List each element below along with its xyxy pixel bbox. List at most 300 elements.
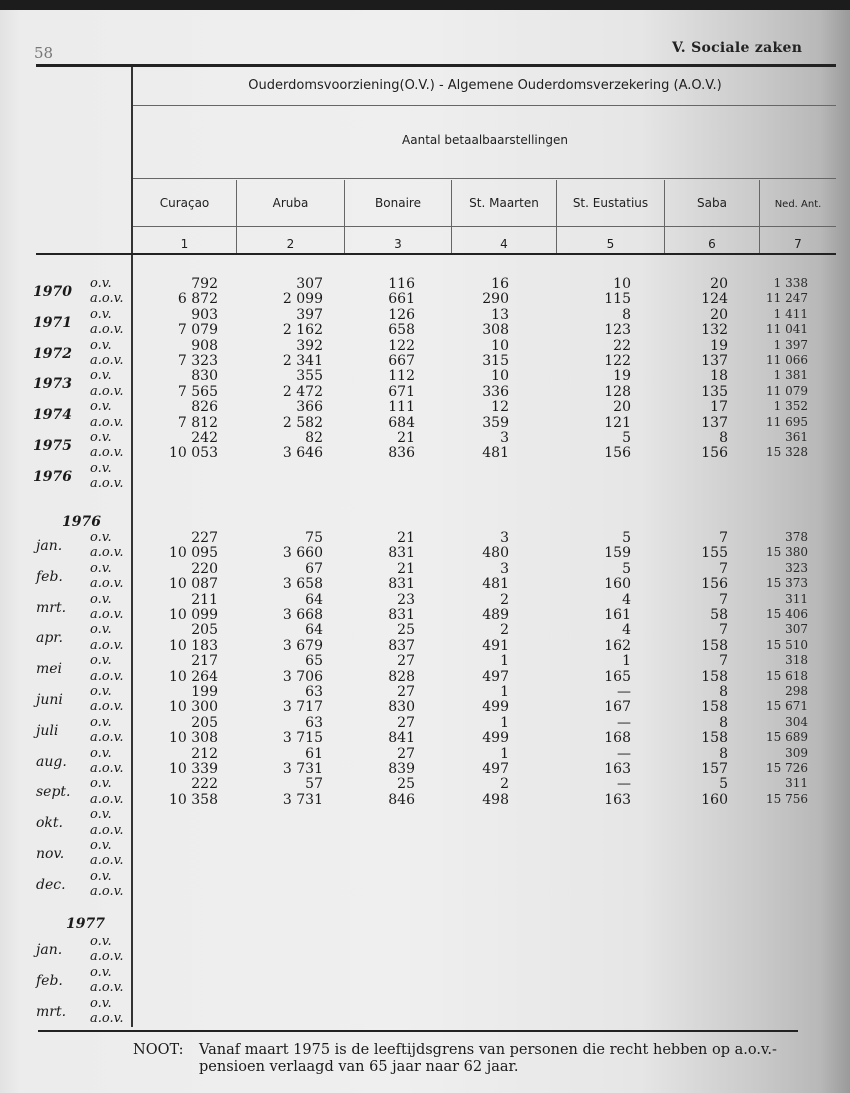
table-cell: 115 xyxy=(604,291,631,308)
col-header-curacao: Curaçao xyxy=(159,196,210,210)
table-cell: 222 xyxy=(191,776,218,793)
col-number: 2 xyxy=(286,237,295,251)
row-sublabel-ov: o.v. xyxy=(90,838,112,853)
col-header-saba: Saba xyxy=(697,196,727,210)
table-cell: 311 xyxy=(785,591,808,606)
row-month-label: nov. xyxy=(36,846,65,862)
row-year-label: 1976 xyxy=(33,468,72,485)
table-cell: 158 xyxy=(701,637,728,654)
row-month-label: jan. xyxy=(36,538,63,554)
table-cell: 8 xyxy=(719,430,728,446)
table-cell: 667 xyxy=(388,353,415,369)
footnote-line-2: pensioen verlaagd van 65 jaar naar 62 jaar. xyxy=(199,1059,519,1075)
table-cell: 18 xyxy=(710,368,728,385)
row-sublabel-ov: o.v. xyxy=(90,714,112,730)
table-cell: 903 xyxy=(191,306,218,323)
table-cell: 158 xyxy=(701,699,728,716)
table-cell: 61 xyxy=(305,745,323,762)
table-cell: 163 xyxy=(604,791,631,808)
col-number: 1 xyxy=(180,237,189,251)
table-cell: 128 xyxy=(604,383,631,400)
table-cell: 309 xyxy=(785,745,808,760)
row-month-label: apr. xyxy=(36,630,63,647)
table-cell: 163 xyxy=(604,761,631,777)
table-cell: 5 xyxy=(719,776,728,793)
table-cell: 2 472 xyxy=(282,383,323,400)
table-cell: 499 xyxy=(482,730,509,747)
table-cell: 15 756 xyxy=(766,791,808,806)
row-month-label: jan. xyxy=(36,942,63,958)
row-sublabel-aov: a.o.v. xyxy=(90,322,124,338)
table-cell: 57 xyxy=(305,776,323,793)
table-cell: 298 xyxy=(785,684,808,698)
table-cell: 15 671 xyxy=(766,699,808,714)
table-cell: 2 099 xyxy=(282,291,323,308)
table-cell: 27 xyxy=(397,653,415,670)
table-cell: 25 xyxy=(397,622,415,639)
table-cell: 307 xyxy=(785,622,808,637)
table-cell: 162 xyxy=(604,637,631,654)
table-cell: 15 689 xyxy=(766,730,808,745)
footnote xyxy=(133,1042,777,1076)
table-cell: 336 xyxy=(482,383,509,400)
table-cell: 10 099 xyxy=(169,607,218,623)
table-cell: 64 xyxy=(305,622,323,639)
table-cell: 315 xyxy=(482,353,509,369)
table-cell: 1 381 xyxy=(773,368,808,383)
table-cell: 15 380 xyxy=(766,545,808,560)
table-cell: 397 xyxy=(296,306,323,323)
table-cell: 10 xyxy=(491,368,509,385)
table-cell: 290 xyxy=(482,291,509,308)
table-cell: 124 xyxy=(701,291,728,308)
table-cell: 13 xyxy=(491,306,509,323)
block-year-label: 1977 xyxy=(66,916,105,932)
table-cell: 828 xyxy=(388,668,415,685)
table-cell: 11 247 xyxy=(766,291,808,306)
table-cell: 17 xyxy=(710,399,728,416)
table-cell: 242 xyxy=(191,430,218,446)
table-cell: 308 xyxy=(482,322,509,339)
col-header-aruba: Aruba xyxy=(272,196,309,210)
row-sublabel-aov: a.o.v. xyxy=(90,668,124,684)
table-cell: 8 xyxy=(622,306,631,323)
table-cell: 3 717 xyxy=(282,699,323,716)
row-sublabel-aov: a.o.v. xyxy=(90,822,124,838)
table-cell: 3 731 xyxy=(282,791,323,808)
row-sublabel-ov: o.v. xyxy=(90,591,112,607)
table-cell: 3 xyxy=(500,560,509,577)
table-cell: 481 xyxy=(482,576,509,593)
table-cell: 2 162 xyxy=(282,322,323,339)
table-cell: 658 xyxy=(388,322,415,339)
table-cell: 2 xyxy=(500,591,509,608)
table-cell: 160 xyxy=(604,576,631,593)
table-cell: 2 xyxy=(500,776,509,793)
table-cell: 155 xyxy=(701,545,728,562)
table-cell: 126 xyxy=(388,306,415,323)
table-cell: 3 660 xyxy=(282,545,323,562)
table-cell: 480 xyxy=(482,545,509,562)
row-sublabel-aov: a.o.v. xyxy=(90,445,124,461)
table-cell: 27 xyxy=(397,714,415,731)
header-bottom-rule xyxy=(36,253,836,255)
table-cell: 392 xyxy=(296,337,323,354)
table-cell: 227 xyxy=(191,530,218,546)
footnote-label: NOOT: xyxy=(133,1042,184,1058)
table-cell: 1 397 xyxy=(773,337,808,352)
table-cell: 837 xyxy=(388,637,415,654)
table-cell: 304 xyxy=(785,714,808,729)
table-cell: 7 079 xyxy=(177,322,218,339)
table-cell: 220 xyxy=(191,560,218,577)
table-cell: 158 xyxy=(701,668,728,685)
row-year-label: 1970 xyxy=(33,284,72,300)
row-sublabel-aov: a.o.v. xyxy=(90,476,124,492)
col-number: 3 xyxy=(394,237,402,251)
row-month-label: feb. xyxy=(36,972,63,989)
row-year-label: 1974 xyxy=(33,407,72,424)
row-sublabel-ov: o.v. xyxy=(90,995,112,1011)
table-cell: 323 xyxy=(785,560,808,575)
header-rule-2 xyxy=(133,178,836,179)
row-month-label: mei xyxy=(36,661,63,678)
table-cell: 20 xyxy=(710,276,728,292)
table-cell: 10 053 xyxy=(169,445,218,462)
footnote-line-1: Vanaf maart 1975 is de leeftijdsgrens van personen die recht hebben op a.o.v.- xyxy=(199,1042,777,1058)
table-cell: 205 xyxy=(191,622,218,639)
page-number: 58 xyxy=(34,44,54,62)
table-cell: 15 510 xyxy=(766,637,808,652)
table-cell: 65 xyxy=(305,653,323,670)
row-sublabel-aov: a.o.v. xyxy=(90,699,124,715)
table-cell: 830 xyxy=(191,368,218,385)
row-year-label: 1971 xyxy=(33,314,72,331)
row-month-label: feb. xyxy=(36,568,63,585)
table-cell: 137 xyxy=(701,414,728,431)
table-cell: 7 xyxy=(719,560,728,577)
table-cell: 212 xyxy=(191,745,218,762)
table-cell: 21 xyxy=(397,430,415,446)
table-cell: 908 xyxy=(191,337,218,354)
row-sublabel-aov: a.o.v. xyxy=(90,761,124,776)
row-sublabel-ov: o.v. xyxy=(90,306,112,322)
table-cell: 15 406 xyxy=(766,607,808,621)
table-cell: 491 xyxy=(482,637,509,654)
table-cell: 67 xyxy=(305,560,323,577)
row-sublabel-ov: o.v. xyxy=(90,430,112,445)
row-sublabel-ov: o.v. xyxy=(90,460,112,476)
table-cell: 10 300 xyxy=(169,699,218,716)
table-cell: 27 xyxy=(397,745,415,762)
table-cell: 1 411 xyxy=(773,306,808,321)
row-sublabel-aov: a.o.v. xyxy=(90,730,124,746)
row-sublabel-aov: a.o.v. xyxy=(90,853,124,869)
table-cell: 3 706 xyxy=(282,668,323,685)
row-sublabel-ov: o.v. xyxy=(90,560,112,576)
table-cell: 159 xyxy=(604,545,631,562)
row-sublabel-aov: a.o.v. xyxy=(90,414,124,430)
table-cell: 63 xyxy=(305,714,323,731)
table-cell: 2 341 xyxy=(282,353,323,369)
table-cell: 318 xyxy=(785,653,808,668)
row-sublabel-aov: a.o.v. xyxy=(90,980,124,996)
table-cell: 7 xyxy=(719,591,728,608)
header-rule-1 xyxy=(133,105,836,106)
table-cell: 10 339 xyxy=(169,761,218,777)
table-cell: 831 xyxy=(388,607,415,623)
table-cell: 1 352 xyxy=(773,399,808,414)
table-cell: 211 xyxy=(191,591,218,608)
table-cell: 836 xyxy=(388,445,415,462)
table-cell: 5 xyxy=(622,430,631,446)
row-year-label: 1972 xyxy=(33,345,72,362)
table-cell: 366 xyxy=(296,399,323,416)
table-cell: 137 xyxy=(701,353,728,369)
table-cell: 311 xyxy=(785,776,808,791)
table-cell: 7 565 xyxy=(177,383,218,400)
table-cell: 19 xyxy=(710,337,728,354)
table-cell: 11 695 xyxy=(766,414,808,429)
table-cell: 10 308 xyxy=(169,730,218,747)
table-cell: 156 xyxy=(701,576,728,593)
table-cell: 3 646 xyxy=(282,445,323,462)
table-bottom-rule xyxy=(38,1030,798,1032)
row-sublabel-aov: a.o.v. xyxy=(90,545,124,561)
col-number: 6 xyxy=(708,237,716,251)
table-cell: 2 xyxy=(500,622,509,639)
row-sublabel-ov: o.v. xyxy=(90,684,112,699)
table-cell: 826 xyxy=(191,399,218,416)
table-cell: 4 xyxy=(622,591,631,608)
table-cell: 481 xyxy=(482,445,509,462)
table-cell: 63 xyxy=(305,684,323,700)
table-cell: 1 xyxy=(622,653,631,670)
table-subtitle: Aantal betaalbaarstellingen xyxy=(402,133,568,147)
table-cell: 671 xyxy=(388,383,415,400)
table-cell: 498 xyxy=(482,791,509,808)
table-cell: 168 xyxy=(604,730,631,747)
table-cell: 661 xyxy=(388,291,415,308)
scan-top-border xyxy=(0,0,850,10)
table-cell: 75 xyxy=(305,530,323,546)
row-month-label: okt. xyxy=(36,815,63,832)
table-title: Ouderdomsvoorziening(O.V.) - Algemene Ouderdomsverzekering (A.O.V.) xyxy=(248,78,722,93)
col-header-st-eustatius: St. Eustatius xyxy=(572,196,649,210)
table-cell: 15 726 xyxy=(766,761,808,775)
table-cell: 157 xyxy=(701,761,728,777)
table-cell: 497 xyxy=(482,668,509,685)
header-rule-3 xyxy=(133,226,836,227)
row-year-label: 1973 xyxy=(33,376,72,393)
table-cell: 23 xyxy=(397,591,415,608)
row-sublabel-ov: o.v. xyxy=(90,622,112,638)
table-cell: 1 xyxy=(500,684,509,700)
table-cell: 359 xyxy=(482,414,509,431)
row-sublabel-ov: o.v. xyxy=(90,337,112,353)
row-sublabel-ov: o.v. xyxy=(90,653,112,669)
col-header-bonaire: Bonaire xyxy=(375,196,421,210)
table-cell: 156 xyxy=(701,445,728,462)
table-cell: 122 xyxy=(388,337,415,354)
row-sublabel-aov: a.o.v. xyxy=(90,576,124,592)
table-cell: 10 087 xyxy=(169,576,218,593)
table-cell: 199 xyxy=(191,684,218,700)
table-cell: 5 xyxy=(622,560,631,577)
table-cell: 10 095 xyxy=(169,545,218,562)
row-sublabel-ov: o.v. xyxy=(90,368,112,384)
table-cell: 165 xyxy=(604,668,631,685)
table-cell: 122 xyxy=(604,353,631,369)
col-number: 4 xyxy=(500,237,508,251)
table-cell: 1 338 xyxy=(773,276,808,290)
row-month-label: dec. xyxy=(36,876,66,893)
row-month-label: juli xyxy=(36,722,59,739)
table-cell: 684 xyxy=(388,414,415,431)
table-cell: 21 xyxy=(397,560,415,577)
table-cell: 831 xyxy=(388,576,415,593)
table-cell: — xyxy=(617,776,631,793)
row-sublabel-aov: a.o.v. xyxy=(90,607,124,622)
table-cell: 82 xyxy=(305,430,323,446)
row-month-label: juni xyxy=(36,692,63,708)
table-cell: 830 xyxy=(388,699,415,716)
table-cell: 307 xyxy=(296,276,323,292)
table-cell: 167 xyxy=(604,699,631,716)
table-cell: 361 xyxy=(785,430,808,444)
row-month-label: mrt. xyxy=(36,1003,67,1020)
table-cell: 27 xyxy=(397,684,415,700)
table-cell: 1 xyxy=(500,653,509,670)
table-cell: 132 xyxy=(701,322,728,339)
row-sublabel-aov: a.o.v. xyxy=(90,949,124,965)
row-sublabel-aov: a.o.v. xyxy=(90,291,124,307)
block-year-label: 1976 xyxy=(62,514,101,530)
row-month-label: aug. xyxy=(36,753,67,770)
row-sublabel-aov: a.o.v. xyxy=(90,791,124,807)
table-cell: 11 066 xyxy=(766,353,808,367)
table-cell: 16 xyxy=(491,276,509,292)
col-header-st-maarten: St. Maarten xyxy=(469,196,539,210)
table-cell: 112 xyxy=(388,368,415,385)
row-month-label: sept. xyxy=(36,784,71,801)
table-cell: 1 xyxy=(500,745,509,762)
table-cell: 841 xyxy=(388,730,415,747)
table-cell: 21 xyxy=(397,530,415,546)
table-cell: 111 xyxy=(388,399,415,416)
table-cell: 3 715 xyxy=(282,730,323,747)
table-cell: 135 xyxy=(701,383,728,400)
table-cell: 15 328 xyxy=(766,445,808,460)
row-sublabel-ov: o.v. xyxy=(90,530,112,545)
table-cell: 499 xyxy=(482,699,509,716)
table-cell: 7 323 xyxy=(177,353,218,369)
table-cell: 15 373 xyxy=(766,576,808,591)
table-cell: 123 xyxy=(604,322,631,339)
row-month-label: mrt. xyxy=(36,599,67,616)
table-cell: — xyxy=(617,714,631,731)
table-cell: 3 xyxy=(500,430,509,446)
table-cell: 8 xyxy=(719,745,728,762)
table-cell: 4 xyxy=(622,622,631,639)
table-cell: — xyxy=(617,745,631,762)
table-cell: 7 812 xyxy=(177,414,218,431)
table-cell: 7 xyxy=(719,653,728,670)
row-sublabel-ov: o.v. xyxy=(90,934,112,949)
table-cell: 10 xyxy=(491,337,509,354)
row-year-label: 1975 xyxy=(33,438,72,454)
section-title: V. Sociale zaken xyxy=(672,40,803,56)
table-cell: 10 358 xyxy=(169,791,218,808)
table-cell: — xyxy=(617,684,631,700)
table-cell: 831 xyxy=(388,545,415,562)
table-cell: 3 679 xyxy=(282,637,323,654)
row-sublabel-aov: a.o.v. xyxy=(90,353,124,368)
table-cell: 19 xyxy=(613,368,631,385)
row-sublabel-aov: a.o.v. xyxy=(90,383,124,399)
table-cell: 12 xyxy=(491,399,509,416)
table-cell: 792 xyxy=(191,276,218,292)
table-cell: 121 xyxy=(604,414,631,431)
table-cell: 3 xyxy=(500,530,509,546)
table-cell: 7 xyxy=(719,622,728,639)
row-sublabel-aov: a.o.v. xyxy=(90,884,124,900)
table-cell: 8 xyxy=(719,714,728,731)
table-cell: 8 xyxy=(719,684,728,700)
col-number: 7 xyxy=(794,237,802,251)
table-cell: 5 xyxy=(622,530,631,546)
table-cell: 355 xyxy=(296,368,323,385)
top-rule xyxy=(36,64,836,67)
table-cell: 20 xyxy=(710,306,728,323)
table-cell: 205 xyxy=(191,714,218,731)
table-cell: 7 xyxy=(719,530,728,546)
table-cell: 839 xyxy=(388,761,415,777)
table-cell: 846 xyxy=(388,791,415,808)
table-cell: 161 xyxy=(604,607,631,623)
row-sublabel-ov: o.v. xyxy=(90,776,112,792)
table-cell: 3 658 xyxy=(282,576,323,593)
row-sublabel-aov: a.o.v. xyxy=(90,1011,124,1026)
table-cell: 25 xyxy=(397,776,415,793)
table-cell: 156 xyxy=(604,445,631,462)
table-cell: 15 618 xyxy=(766,668,808,683)
table-cell: 11 079 xyxy=(766,383,808,398)
row-sublabel-ov: o.v. xyxy=(90,276,112,291)
table-cell: 497 xyxy=(482,761,509,777)
table-cell: 6 872 xyxy=(177,291,218,308)
table-cell: 116 xyxy=(388,276,415,292)
row-sublabel-ov: o.v. xyxy=(90,868,112,884)
table-cell: 489 xyxy=(482,607,509,623)
table-cell: 160 xyxy=(701,791,728,808)
table-cell: 3 668 xyxy=(282,607,323,623)
table-cell: 10 264 xyxy=(169,668,218,685)
table-cell: 2 582 xyxy=(282,414,323,431)
table-cell: 64 xyxy=(305,591,323,608)
table-cell: 22 xyxy=(613,337,631,354)
row-sublabel-ov: o.v. xyxy=(90,964,112,980)
table-cell: 20 xyxy=(613,399,631,416)
table-cell: 11 041 xyxy=(766,322,808,337)
table-cell: 1 xyxy=(500,714,509,731)
table-cell: 58 xyxy=(710,607,728,623)
table-cell: 10 183 xyxy=(169,637,218,654)
row-sublabel-ov: o.v. xyxy=(90,807,112,823)
row-sublabel-aov: a.o.v. xyxy=(90,637,124,653)
table-cell: 378 xyxy=(785,530,808,544)
col-header-ned-ant: Ned. Ant. xyxy=(774,199,822,210)
